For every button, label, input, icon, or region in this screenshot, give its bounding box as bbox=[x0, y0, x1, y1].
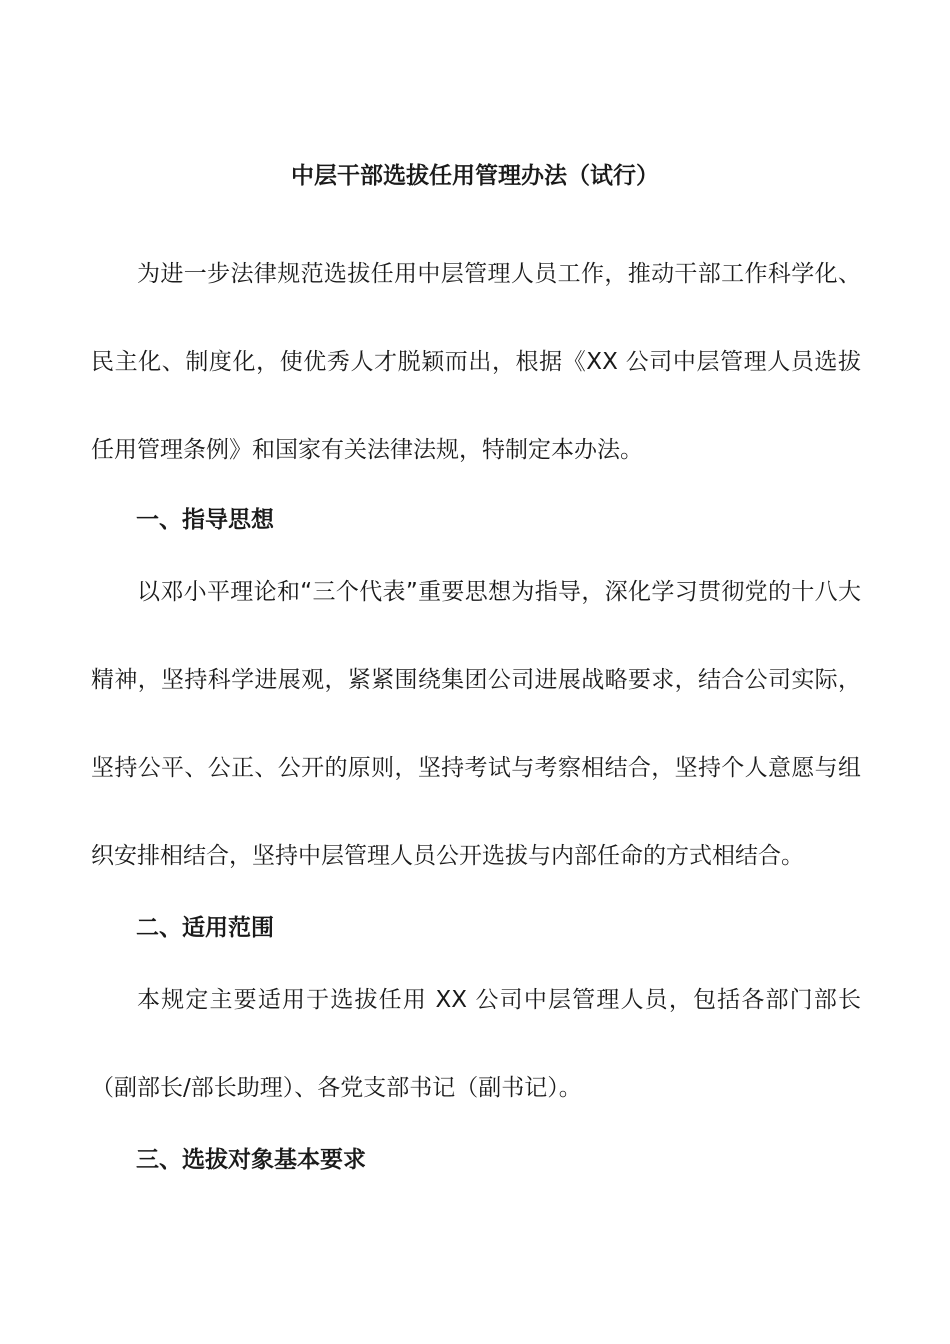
section-heading-guiding-ideology: 一、指导思想 bbox=[136, 507, 274, 533]
section-heading-scope: 二、适用范围 bbox=[136, 915, 274, 941]
section-body-guiding-ideology: 以邓小平理论和“三个代表”重要思想为指导，深化学习贯彻党的十八大精神，坚持科学进展观，紧紧围绕集团公司进展战略要求，结合公司实际，坚持公平、公正、公开的原则，坚持考试与考察相结合，坚持个人意愿与组织安排相结合，坚持中层管理人员公开选拔与内部任命的方式相结合。 bbox=[91, 579, 861, 869]
intro-paragraph: 为进一步法律规范选拔任用中层管理人员工作，推动干部工作科学化、民主化、制度化，使优秀人才脱颖而出，根据《XX 公司中层管理人员选拔任用管理条例》和国家有关法律法规，特制定本办法。 bbox=[91, 261, 861, 463]
document-title: 中层干部选拔任用管理办法（试行） bbox=[291, 163, 659, 189]
section-heading-basic-requirements: 三、选拔对象基本要求 bbox=[136, 1147, 366, 1173]
section-body-scope: 本规定主要适用于选拔任用 XX 公司中层管理人员，包括各部门部长（副部长/部长助理）、各党支部书记（副书记）。 bbox=[91, 987, 861, 1101]
